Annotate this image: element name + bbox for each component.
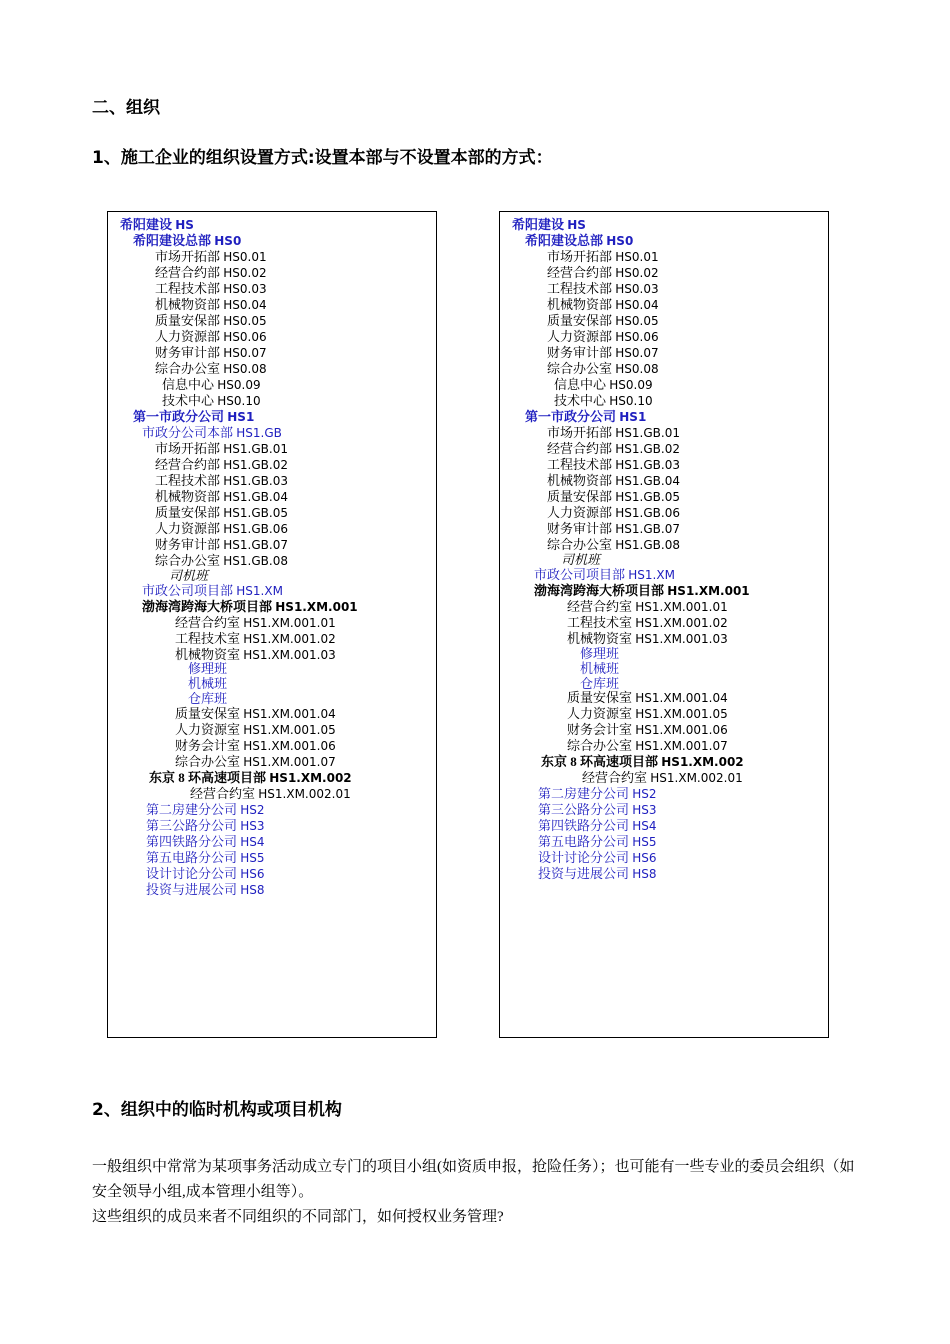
- org-node: [547, 313, 659, 329]
- org-node-code: HS: [175, 218, 194, 232]
- org-node: [142, 599, 358, 615]
- org-node-code: HS0.02: [615, 266, 659, 280]
- org-node: [538, 818, 657, 834]
- org-node: [155, 345, 267, 361]
- org-node: [155, 265, 267, 281]
- org-node: [538, 866, 657, 882]
- org-node-code: HS1.GB.04: [223, 490, 288, 504]
- org-node-code: HS2: [240, 803, 265, 817]
- org-node: [538, 802, 657, 818]
- org-node: [133, 233, 241, 249]
- org-node: [188, 676, 227, 692]
- org-node-name: 信息中心: [554, 377, 607, 392]
- org-node-name: 人力资源部: [547, 329, 613, 344]
- org-node-name: 工程技术室: [175, 631, 241, 646]
- org-node-code: HS0: [606, 234, 634, 248]
- org-node: [525, 409, 646, 425]
- org-node-name: 综合办公室: [175, 754, 241, 769]
- org-node-code: HS1.XM.001.01: [243, 616, 336, 630]
- org-node-name: 财务审计部: [155, 345, 221, 360]
- org-node-name: 经营合约室: [190, 786, 256, 801]
- org-node-code: HS1.GB.01: [615, 426, 680, 440]
- org-node: [580, 661, 619, 677]
- org-node-name: 经营合约部: [547, 441, 613, 456]
- org-node-name: 经营合约部: [155, 457, 221, 472]
- org-node-code: HS1.GB.08: [615, 538, 680, 552]
- org-node-code: HS1.GB.05: [615, 490, 680, 504]
- org-node-name: 希阳建设总部: [133, 233, 212, 248]
- org-node-code: HS1.XM.002: [661, 755, 744, 769]
- org-node: [155, 329, 267, 345]
- org-node-name: 综合办公室: [155, 361, 221, 376]
- org-node-name: 市场开拓部: [547, 249, 613, 264]
- org-node-name: 渤海湾跨海大桥项目部: [534, 583, 665, 598]
- org-node-code: HS1.GB.06: [223, 522, 288, 536]
- org-node-name: 工程技术部: [547, 457, 613, 472]
- org-node-code: HS2: [632, 787, 657, 801]
- org-node: [146, 818, 265, 834]
- org-node-name: 希阳建设: [512, 217, 565, 232]
- org-node-name: 财务会计室: [567, 722, 633, 737]
- org-node: [547, 457, 680, 473]
- org-node-name: 东京 8 环高速项目部: [149, 770, 267, 785]
- org-node-name: 质量安保部: [547, 489, 613, 504]
- org-node-code: HS1.XM.001.06: [635, 723, 728, 737]
- org-node-name: 机械物资室: [175, 647, 241, 662]
- org-node-name: 市政分公司本部: [142, 425, 234, 440]
- org-node-name: 投资与进展公司: [146, 882, 238, 897]
- org-node-code: HS1.XM.002: [269, 771, 352, 785]
- org-node-name: 工程技术室: [567, 615, 633, 630]
- org-node-code: HS0.03: [615, 282, 659, 296]
- org-node-code: HS0.03: [223, 282, 267, 296]
- org-node: [146, 882, 265, 898]
- org-node: [155, 441, 288, 457]
- org-node: [547, 489, 680, 505]
- org-node: [547, 537, 680, 553]
- org-node: [547, 329, 659, 345]
- org-node-name: 第二房建分公司: [146, 802, 238, 817]
- org-node-name: 信息中心: [162, 377, 215, 392]
- org-node-name: 综合办公室: [155, 553, 221, 568]
- org-node-name: 第一市政分公司: [525, 409, 617, 424]
- org-node-code: HS1.GB.03: [223, 474, 288, 488]
- org-node-code: HS1.XM.001.05: [243, 723, 336, 737]
- org-node-name: 东京 8 环高速项目部: [541, 754, 659, 769]
- org-node-code: HS0.07: [223, 346, 267, 360]
- org-node-name: 工程技术部: [155, 281, 221, 296]
- org-node-name: 机械物资部: [155, 489, 221, 504]
- org-node-name: 机械物资部: [547, 297, 613, 312]
- org-node: [547, 361, 659, 377]
- org-node-code: HS3: [240, 819, 265, 833]
- org-node-name: 财务审计部: [547, 521, 613, 536]
- org-node-name: 机械物资室: [567, 631, 633, 646]
- org-node-code: HS1.XM.001.01: [635, 600, 728, 614]
- heading-org-setup: 1、施工企业的组织设置方式:设置本部与不设置本部的方式：: [92, 148, 553, 168]
- org-node: [538, 850, 657, 866]
- org-node: [155, 249, 267, 265]
- org-node-name: 经营合约部: [547, 265, 613, 280]
- org-node: [175, 706, 336, 722]
- org-node-name: 质量安保室: [175, 706, 241, 721]
- org-node-code: HS1.XM.001.06: [243, 739, 336, 753]
- org-node: [188, 661, 227, 677]
- org-node: [567, 706, 728, 722]
- org-node: [547, 345, 659, 361]
- org-node-code: HS1.XM.002.01: [258, 787, 351, 801]
- section-title: 二、组织: [92, 98, 160, 118]
- org-node-code: HS5: [240, 851, 265, 865]
- org-node-code: HS1.GB.02: [615, 442, 680, 456]
- org-node-name: 经营合约室: [567, 599, 633, 614]
- org-node-code: HS1.XM.002.01: [650, 771, 743, 785]
- org-node: [580, 646, 619, 662]
- org-tree-left-panel: [107, 211, 437, 1038]
- paragraph-authorization-question: 这些组织的成员来者不同组织的不同部门，如何授权业务管理?: [92, 1209, 504, 1225]
- org-node-code: HS1.GB.05: [223, 506, 288, 520]
- org-node-code: HS0.09: [217, 378, 261, 392]
- org-node: [567, 631, 728, 647]
- org-node-name: 第三公路分公司: [146, 818, 238, 833]
- org-node: [547, 265, 659, 281]
- org-node-code: HS4: [240, 835, 265, 849]
- org-node-code: HS0.10: [609, 394, 653, 408]
- org-node: [175, 631, 336, 647]
- org-node-name: 质量安保部: [547, 313, 613, 328]
- org-node-code: HS1: [619, 410, 647, 424]
- org-node-code: HS0.02: [223, 266, 267, 280]
- org-node-name: 机械物资部: [547, 473, 613, 488]
- org-node-code: HS8: [240, 883, 265, 897]
- org-node: [162, 377, 261, 393]
- org-node-name: 设计讨论分公司: [146, 866, 238, 881]
- org-node-name: 第三公路分公司: [538, 802, 630, 817]
- org-node-name: 修理班: [188, 661, 228, 676]
- org-node: [547, 441, 680, 457]
- org-node-code: HS5: [632, 835, 657, 849]
- org-node: [146, 802, 265, 818]
- org-node-code: HS1.GB.03: [615, 458, 680, 472]
- org-node: [541, 754, 744, 770]
- org-node: [146, 850, 265, 866]
- org-node-code: HS0.07: [615, 346, 659, 360]
- org-node: [175, 754, 336, 770]
- org-node-code: HS1.GB.08: [223, 554, 288, 568]
- org-node-code: HS1.GB.02: [223, 458, 288, 472]
- org-node-name: 第四铁路分公司: [146, 834, 238, 849]
- org-node-code: HS1.XM.001.04: [635, 691, 728, 705]
- org-node: [175, 722, 336, 738]
- org-node-name: 财务审计部: [155, 537, 221, 552]
- org-node-code: HS1.XM: [628, 568, 675, 582]
- paragraph-project-groups: 一般组织中常常为某项事务活动成立专门的项目小组(如资质申报，抢险任务）；也可能有一些专业的委员会组织（如安全领导小组,成本管理小组等）。: [92, 1159, 855, 1200]
- org-node-code: HS1.GB.01: [223, 442, 288, 456]
- org-node: [175, 738, 336, 754]
- org-node: [133, 409, 254, 425]
- org-node-name: 人力资源部: [155, 521, 221, 536]
- org-node-name: 渤海湾跨海大桥项目部: [142, 599, 273, 614]
- org-node-name: 财务审计部: [547, 345, 613, 360]
- org-node-name: 司机班: [561, 552, 601, 567]
- org-node-name: 质量安保部: [155, 505, 221, 520]
- org-node-code: HS3: [632, 803, 657, 817]
- org-node-code: HS4: [632, 819, 657, 833]
- org-node-code: HS1.XM.001.04: [243, 707, 336, 721]
- org-node-name: 技术中心: [162, 393, 215, 408]
- org-node-code: HS1.XM.001.02: [635, 616, 728, 630]
- org-node-code: HS0.04: [615, 298, 659, 312]
- org-node-name: 市政公司项目部: [534, 567, 626, 582]
- org-node-code: HS1: [227, 410, 255, 424]
- org-node: [547, 473, 680, 489]
- org-node-name: 工程技术部: [547, 281, 613, 296]
- org-node-name: 机械班: [580, 661, 620, 676]
- org-node-name: 第五电路分公司: [538, 834, 630, 849]
- org-node: [534, 567, 675, 583]
- org-node-name: 人力资源室: [175, 722, 241, 737]
- org-node-name: 经营合约室: [582, 770, 648, 785]
- org-node: [567, 599, 728, 615]
- org-node-name: 司机班: [169, 568, 209, 583]
- org-node: [155, 521, 288, 537]
- org-node-name: 财务会计室: [175, 738, 241, 753]
- org-node: [547, 425, 680, 441]
- org-node-code: HS0.04: [223, 298, 267, 312]
- org-node-name: 第四铁路分公司: [538, 818, 630, 833]
- org-node-name: 质量安保部: [155, 313, 221, 328]
- org-node: [155, 313, 267, 329]
- org-node: [567, 615, 728, 631]
- org-node-code: HS1.XM.001.03: [635, 632, 728, 646]
- org-node-code: HS1.XM.001: [275, 600, 358, 614]
- org-node: [169, 568, 208, 584]
- org-node: [146, 834, 265, 850]
- org-node-name: 第二房建分公司: [538, 786, 630, 801]
- org-node: [162, 393, 261, 409]
- org-node-code: HS1.XM: [236, 584, 283, 598]
- org-node: [538, 834, 657, 850]
- org-node: [567, 738, 728, 754]
- org-node: [188, 691, 227, 707]
- org-node-name: 经营合约室: [175, 615, 241, 630]
- org-node-name: 仓库班: [188, 691, 228, 706]
- org-node-code: HS0.08: [615, 362, 659, 376]
- org-node: [567, 690, 728, 706]
- org-node: [547, 521, 680, 537]
- org-node: [567, 722, 728, 738]
- org-node-name: 市场开拓部: [547, 425, 613, 440]
- org-node: [538, 786, 657, 802]
- org-node: [120, 217, 194, 233]
- org-node: [554, 393, 653, 409]
- org-node-name: 市场开拓部: [155, 441, 221, 456]
- org-node-name: 综合办公室: [547, 537, 613, 552]
- org-node-code: HS1.XM.001: [667, 584, 750, 598]
- org-node-code: HS0.06: [615, 330, 659, 344]
- org-node: [512, 217, 586, 233]
- org-node: [155, 297, 267, 313]
- org-node-name: 综合办公室: [567, 738, 633, 753]
- org-node: [582, 770, 743, 786]
- org-node: [561, 552, 600, 568]
- org-node: [149, 770, 352, 786]
- org-node: [155, 473, 288, 489]
- org-node-code: HS6: [632, 851, 657, 865]
- org-node: [525, 233, 633, 249]
- org-node-code: HS0: [214, 234, 242, 248]
- org-node-name: 人力资源室: [567, 706, 633, 721]
- org-node: [175, 615, 336, 631]
- org-node: [547, 297, 659, 313]
- org-node-code: HS8: [632, 867, 657, 881]
- org-node-name: 技术中心: [554, 393, 607, 408]
- heading-temporary-org: 2、组织中的临时机构或项目机构: [92, 1100, 342, 1120]
- org-node-code: HS1.GB.07: [615, 522, 680, 536]
- org-node: [155, 553, 288, 569]
- org-node-name: 机械物资部: [155, 297, 221, 312]
- org-node: [142, 583, 283, 599]
- org-node-name: 质量安保室: [567, 690, 633, 705]
- org-node-name: 修理班: [580, 646, 620, 661]
- org-node-code: HS1.GB.07: [223, 538, 288, 552]
- org-node: [155, 281, 267, 297]
- org-node: [547, 505, 680, 521]
- org-node-name: 希阳建设总部: [525, 233, 604, 248]
- org-node: [155, 537, 288, 553]
- org-node: [155, 505, 288, 521]
- org-node-code: HS1.XM.001.02: [243, 632, 336, 646]
- org-node-code: HS1.XM.001.07: [635, 739, 728, 753]
- org-node-name: 设计讨论分公司: [538, 850, 630, 865]
- org-node-name: 投资与进展公司: [538, 866, 630, 881]
- org-node-code: HS0.05: [615, 314, 659, 328]
- org-node-code: HS0.10: [217, 394, 261, 408]
- org-node-name: 仓库班: [580, 676, 620, 691]
- org-node: [155, 489, 288, 505]
- org-node: [554, 377, 653, 393]
- org-node-code: HS6: [240, 867, 265, 881]
- org-node-name: 人力资源部: [155, 329, 221, 344]
- org-node-code: HS1.GB.06: [615, 506, 680, 520]
- org-node: [155, 457, 288, 473]
- org-node-code: HS: [567, 218, 586, 232]
- org-tree-right-panel: [499, 211, 829, 1038]
- org-node: [534, 583, 750, 599]
- org-node-code: HS0.08: [223, 362, 267, 376]
- org-node: [146, 866, 265, 882]
- org-node-code: HS0.05: [223, 314, 267, 328]
- org-node-code: HS0.09: [609, 378, 653, 392]
- org-node-code: HS0.06: [223, 330, 267, 344]
- org-node-name: 机械班: [188, 676, 228, 691]
- org-node-name: 工程技术部: [155, 473, 221, 488]
- org-node: [155, 361, 267, 377]
- org-node: [547, 249, 659, 265]
- org-node-name: 市场开拓部: [155, 249, 221, 264]
- org-node: [547, 281, 659, 297]
- org-node-code: HS1.XM.001.07: [243, 755, 336, 769]
- org-node-code: HS0.01: [223, 250, 267, 264]
- org-node-code: HS1.GB: [236, 426, 282, 440]
- org-node-code: HS1.XM.001.03: [243, 648, 336, 662]
- org-node-code: HS1.GB.04: [615, 474, 680, 488]
- org-node-name: 人力资源部: [547, 505, 613, 520]
- org-node-code: HS1.XM.001.05: [635, 707, 728, 721]
- org-node-name: 第五电路分公司: [146, 850, 238, 865]
- org-node-name: 第一市政分公司: [133, 409, 225, 424]
- org-node-name: 经营合约部: [155, 265, 221, 280]
- org-node-code: HS0.01: [615, 250, 659, 264]
- org-node-name: 希阳建设: [120, 217, 173, 232]
- org-node: [142, 425, 282, 441]
- org-node: [190, 786, 351, 802]
- org-node-name: 综合办公室: [547, 361, 613, 376]
- org-node-name: 市政公司项目部: [142, 583, 234, 598]
